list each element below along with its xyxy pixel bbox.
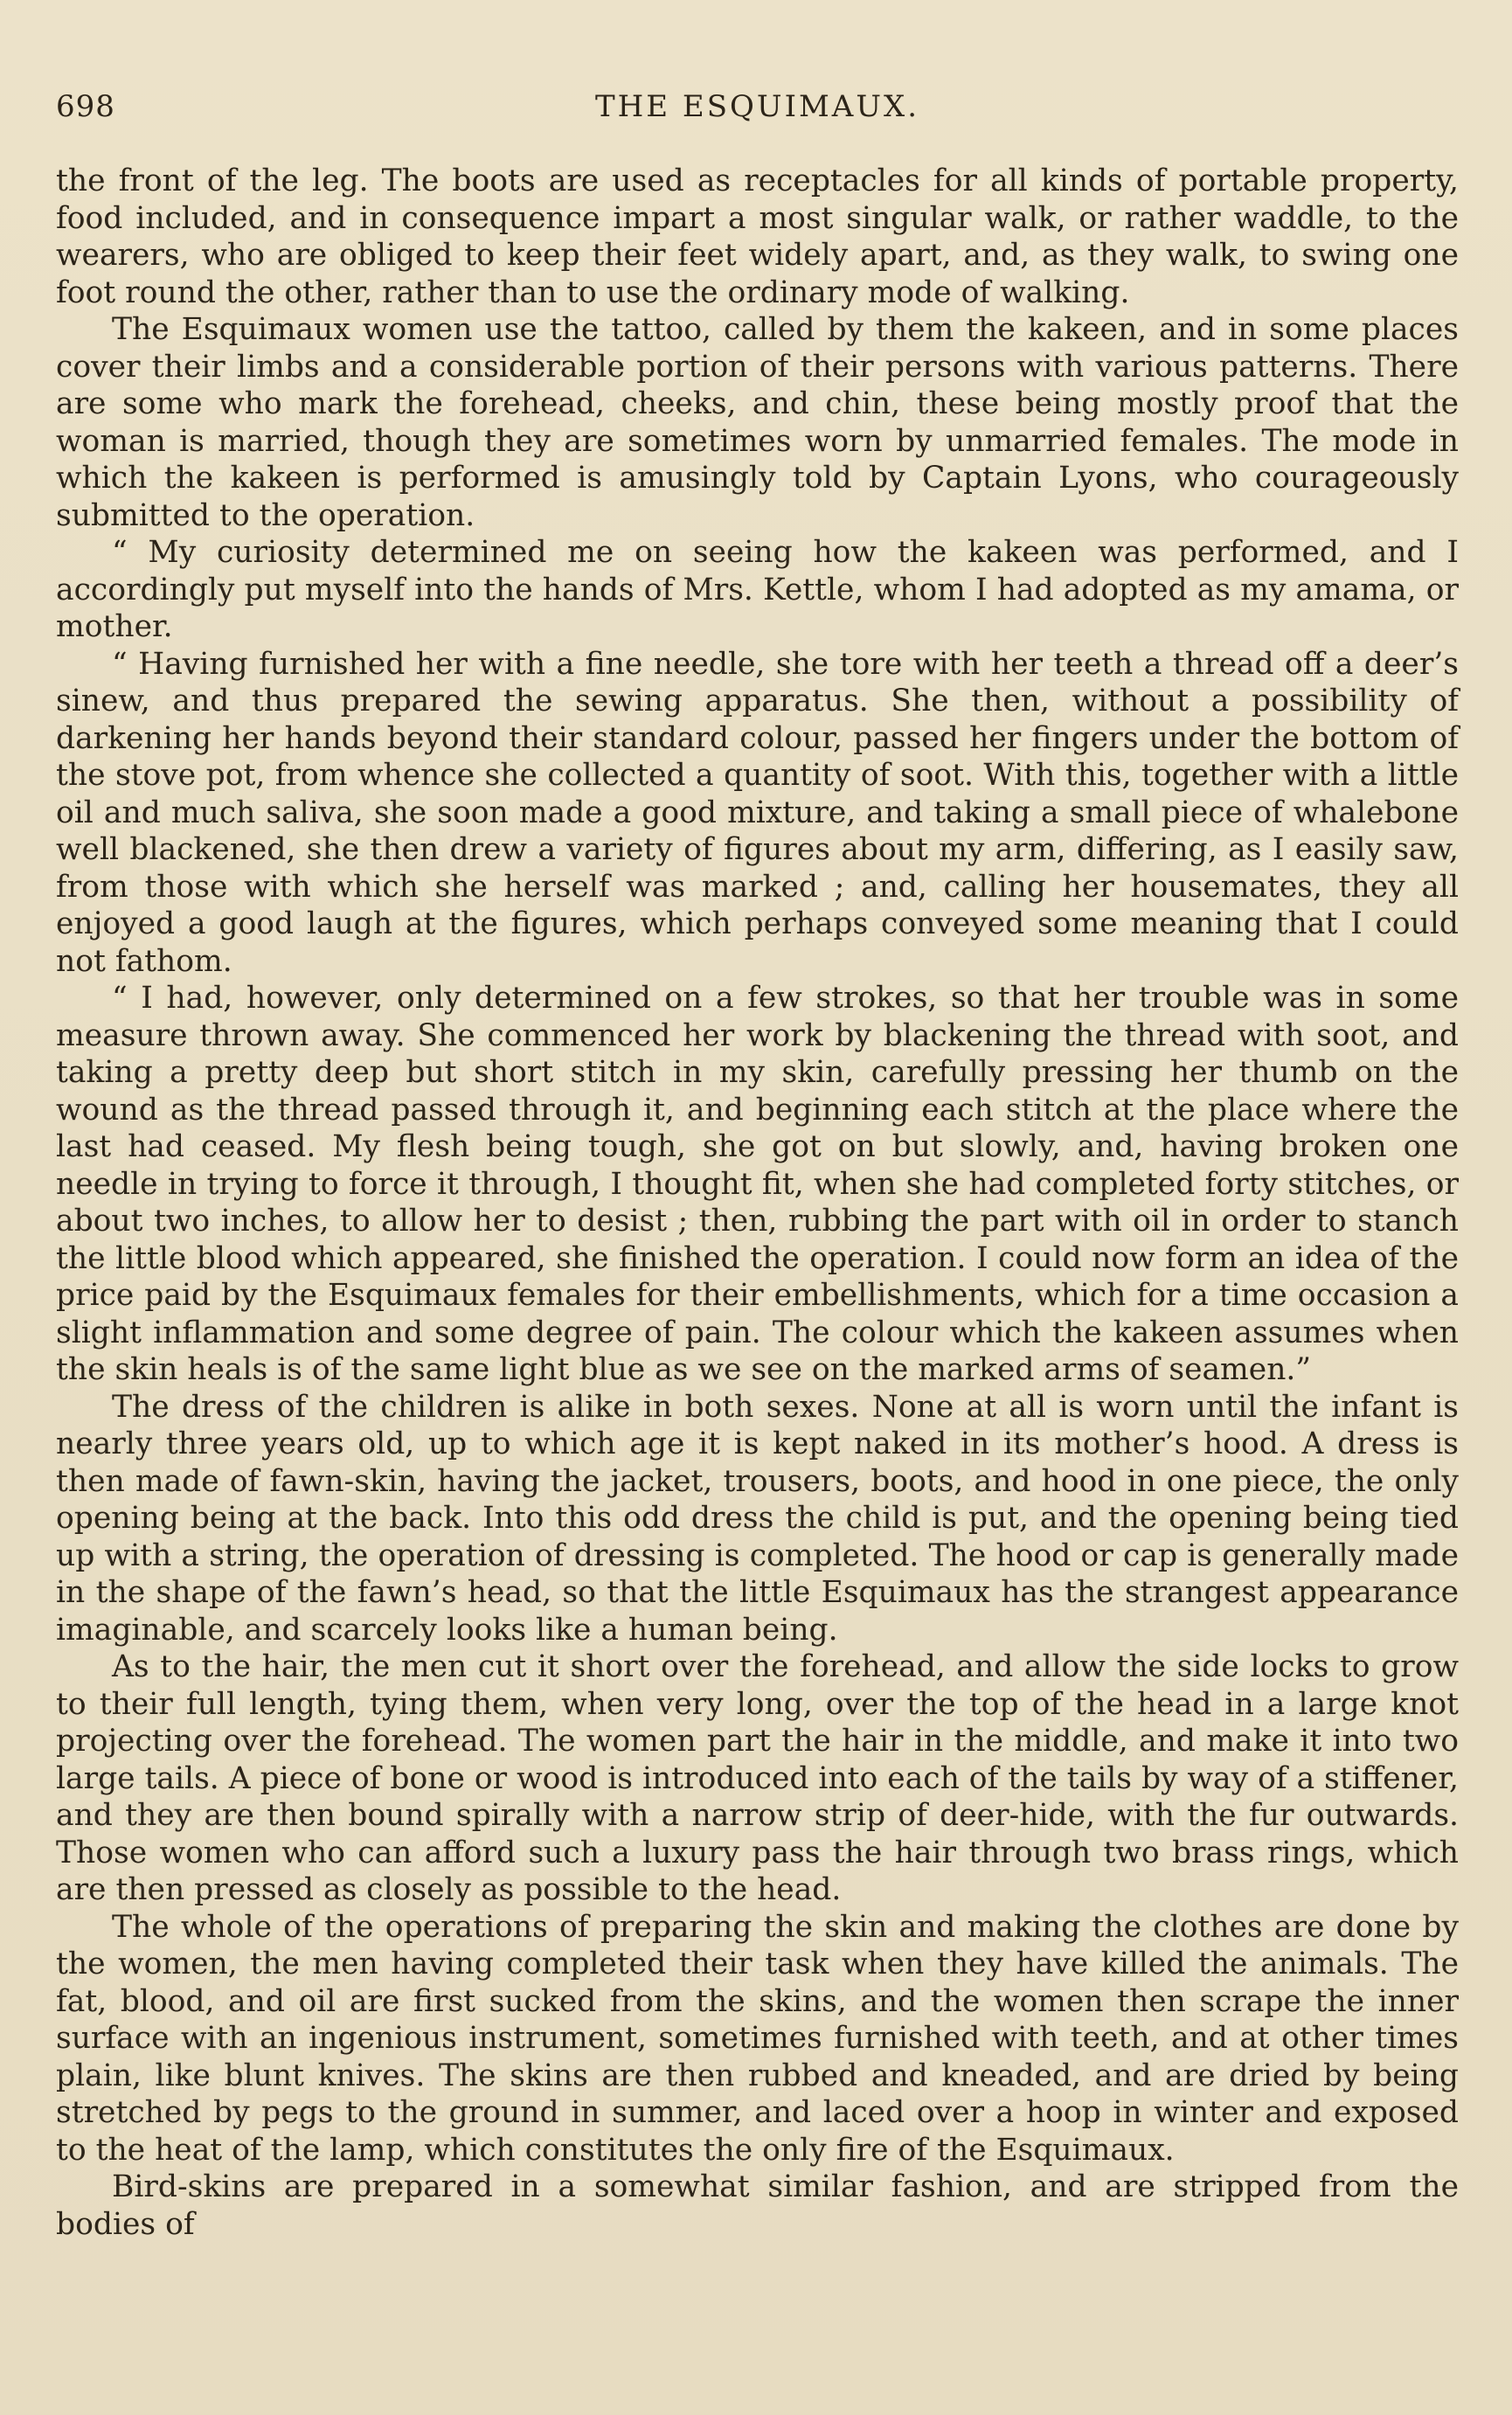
- body-text: [56, 163, 1459, 2243]
- paragraph: The Esquimaux women use the tattoo, called by them the kakeen, and in some places cover their limbs and a considerable portion of their persons with various patterns. There are some who mark the forehead, cheeks, and chin, these being mostly proof that the woman is married, though they are sometimes worn by unmarried females. The mode in which the kakeen is performed is amusingly told by Captain Lyons, who courageously submitted to the operation.: [56, 312, 1459, 533]
- page-number: 698: [56, 89, 115, 124]
- paragraph-quote: “ I had, however, only determined on a few strokes, so that her trouble was in some measure thrown away. She commenced her work by blackening the thread with soot, and taking a pretty deep but short stitch in my skin, carefully pressing her thumb on the wound as the thread passed through it, and beginning each stitch at the place where the last had ceased. My flesh being tough, she got on but slowly, and, having broken one needle in trying to force it through, I thought fit, when she had completed forty stitches, or about two inches, to allow her to desist ; then, rubbing the part with oil in order to stanch the little blood which appeared, she finished the operation. I could now form an idea of the price paid by the Esquimaux females for their embellishments, which for a time occasion a slight inflammation and some degree of pain. The colour which the kakeen assumes when the skin heals is of the same light blue as we see on the marked arms of seamen.”: [56, 981, 1459, 1387]
- paragraph: The dress of the children is alike in both sexes. None at all is worn until the infant is nearly three years old, up to which age it is kept naked in its mother’s hood. A dress is then made of fawn-skin, having the jacket, trousers, boots, and hood in one piece, the only opening being at the back. Into this odd dress the child is put, and the opening being tied up with a string, the operation of dressing is completed. The hood or cap is generally made in the shape of the fawn’s head, so that the little Esquimaux has the strangest appearance imaginable, and scarcely looks like a human being.: [56, 1389, 1459, 1648]
- paragraph: As to the hair, the men cut it short over the forehead, and allow the side locks to grow to their full length, tying them, when very long, over the top of the head in a large knot projecting over the forehead. The women part the hair in the middle, and make it into two large tails. A piece of bone or wood is introduced into each of the tails by way of a stiffener, and they are then bound spirally with a narrow strip of deer-hide, with the fur outwards. Those women who can afford such a luxury pass the hair through two brass rings, which are then pressed as closely as possible to the head.: [56, 1649, 1459, 1907]
- paragraph: Bird-skins are prepared in a somewhat similar fashion, and are stripped from the bodies of: [56, 2169, 1459, 2242]
- paragraph: the front of the leg. The boots are used as receptacles for all kinds of portable property, food included, and in consequence impart a most singular walk, or rather waddle, to the wearers, who are obliged to keep their feet widely apart, and, as they walk, to swing one foot round the other, rather than to use the ordinary mode of walking.: [56, 163, 1459, 310]
- page-header: [56, 89, 1459, 133]
- paragraph: The whole of the operations of preparing the skin and making the clothes are done by the women, the men having completed their task when they have killed the animals. The fat, blood, and oil are first sucked from the skins, and the women then scrape the inner surface with an ingenious instrument, sometimes furnished with teeth, and at other times plain, like blunt knives. The skins are then rubbed and kneaded, and are dried by being stretched by pegs to the ground in summer, and laced over a hoop in winter and exposed to the heat of the lamp, which constitutes the only fire of the Esquimaux.: [56, 1909, 1459, 2168]
- running-title: THE ESQUIMAUX.: [594, 89, 920, 124]
- paragraph-quote: “ My curiosity determined me on seeing how the kakeen was performed, and I accordingly put myself into the hands of Mrs. Kettle, whom I had adopted as my amama, or mother.: [56, 535, 1459, 644]
- paragraph-quote: “ Having furnished her with a fine needle, she tore with her teeth a thread off a deer’s sinew, and thus prepared the sewing apparatus. She then, without a possibility of darkening her hands beyond their standard colour, passed her fingers under the bottom of the stove pot, from whence she collected a quantity of soot. With this, together with a little oil and much saliva, she soon made a good mixture, and taking a small piece of whalebone well blackened, she then drew a variety of figures about my arm, differing, as I easily saw, from those with which she herself was marked ; and, calling her housemates, they all enjoyed a good laugh at the figures, which perhaps conveyed some meaning that I could not fathom.: [56, 646, 1459, 979]
